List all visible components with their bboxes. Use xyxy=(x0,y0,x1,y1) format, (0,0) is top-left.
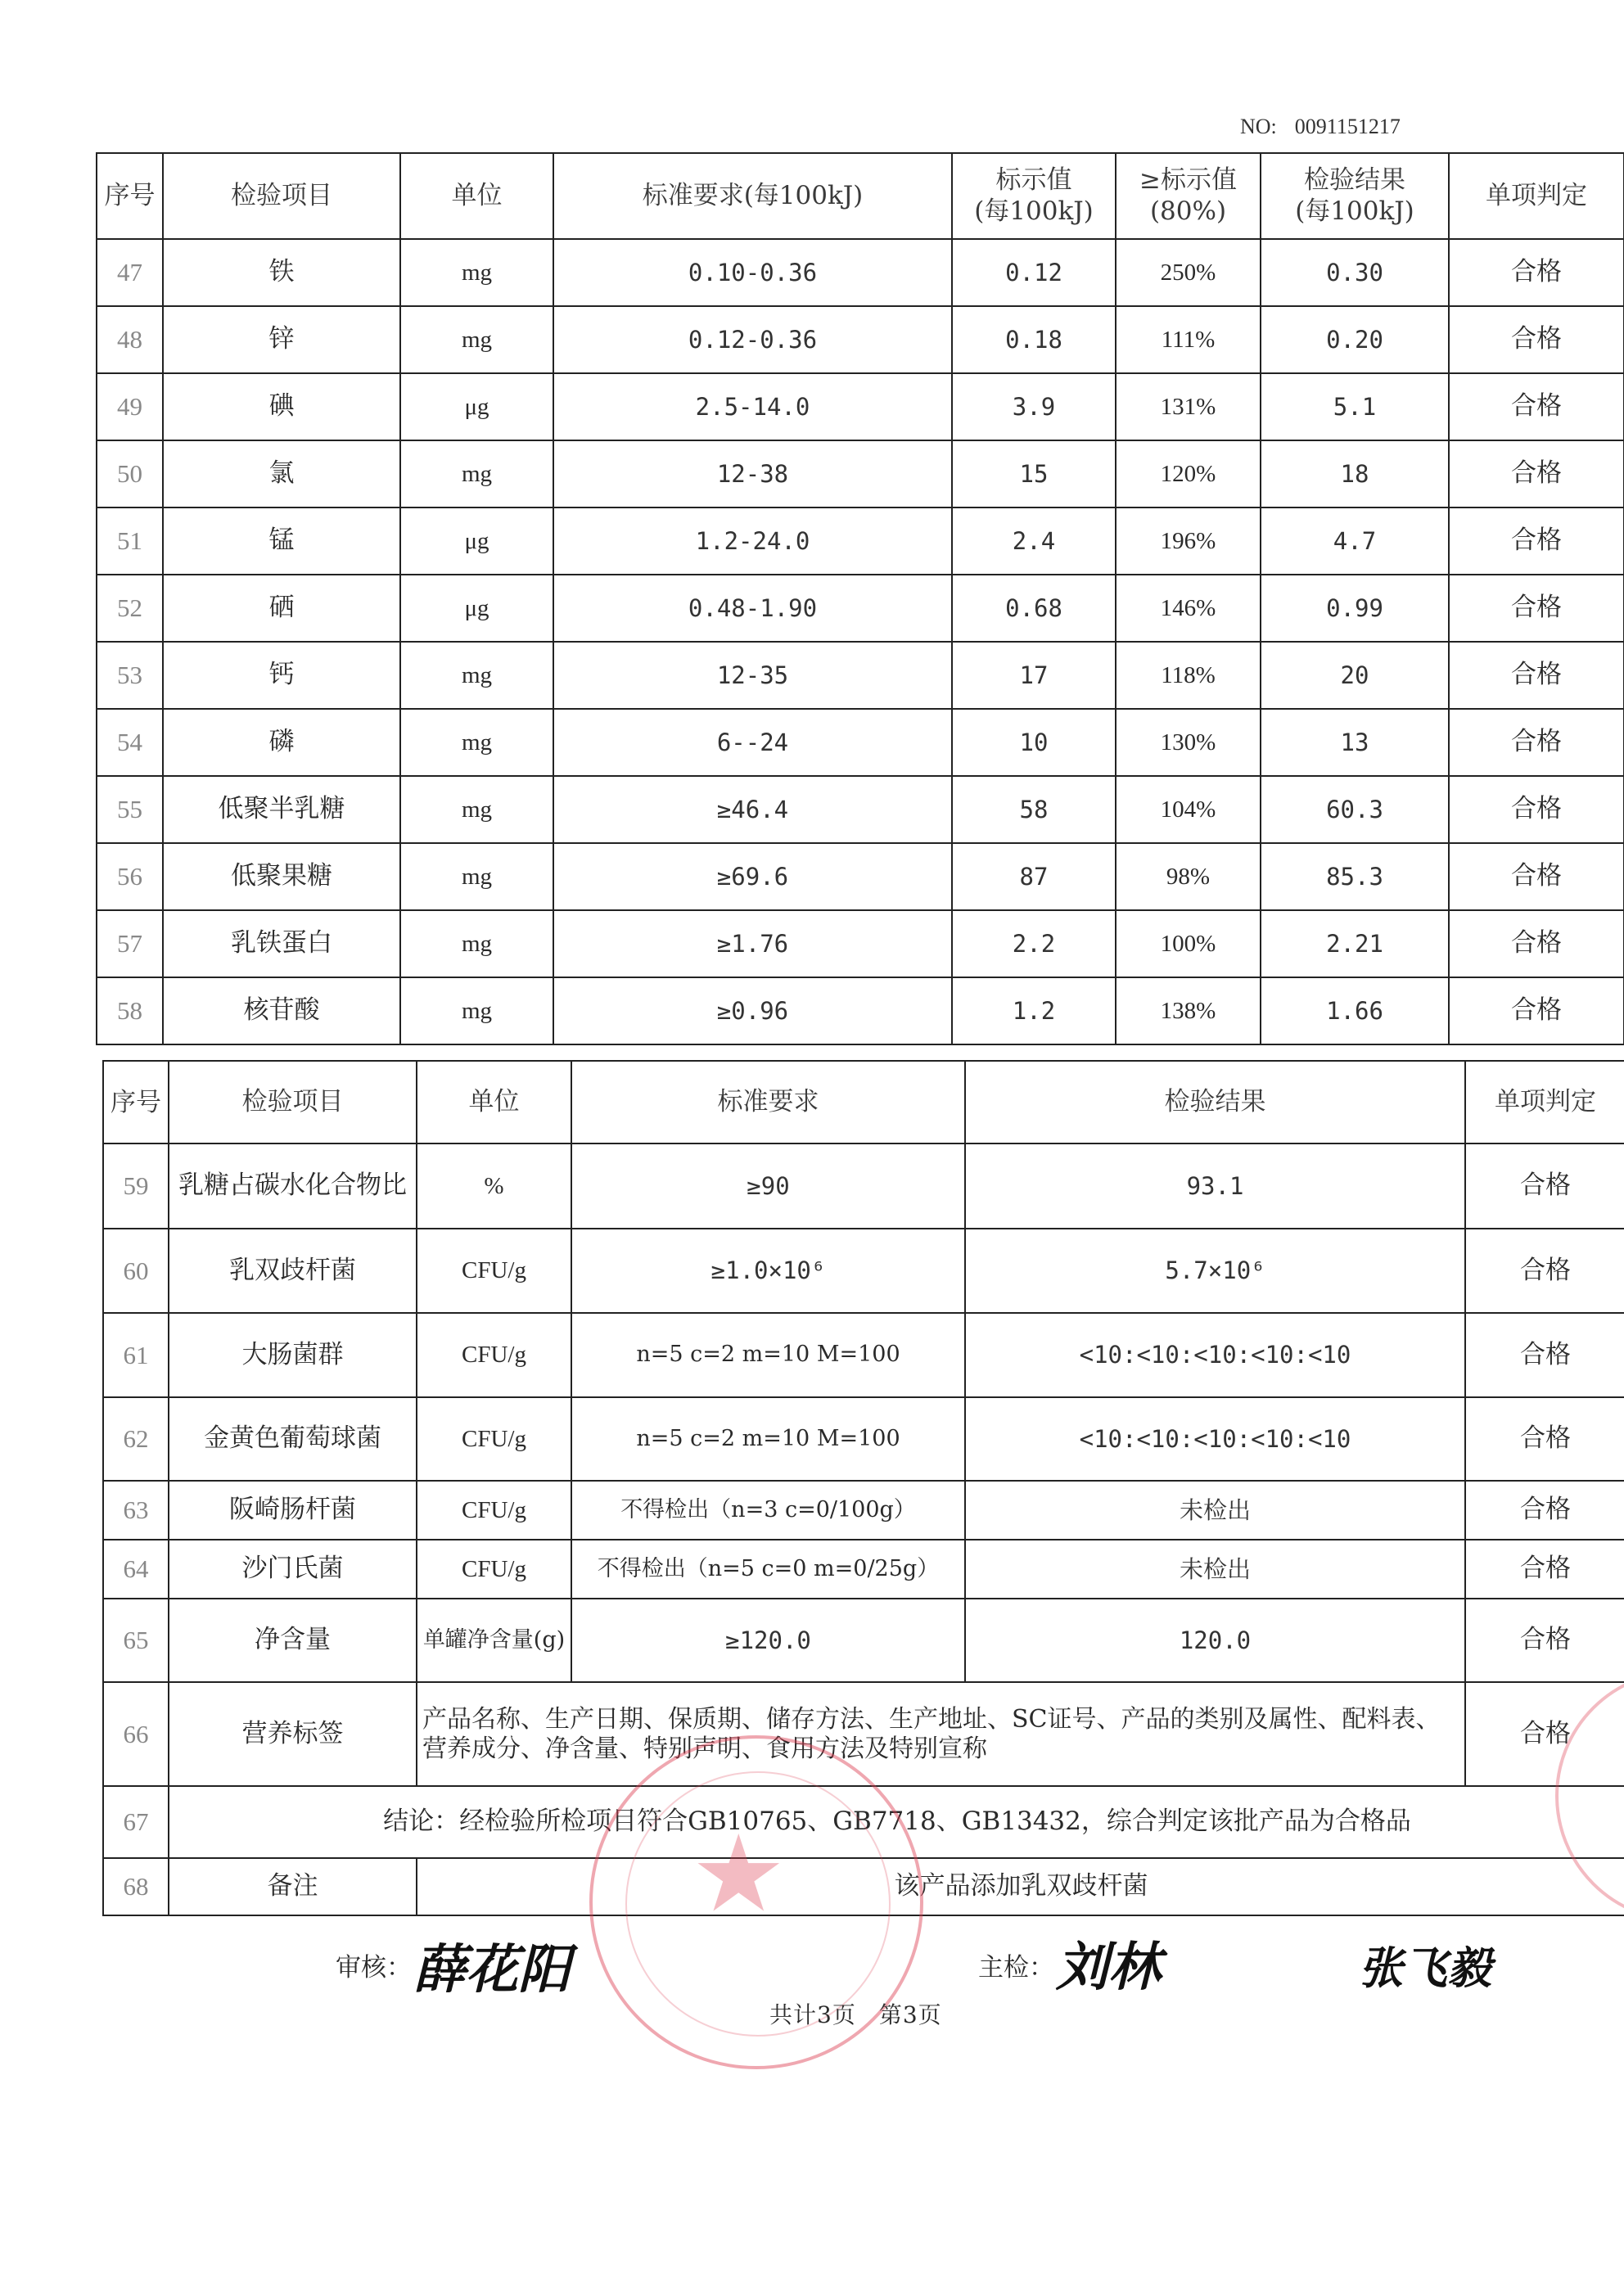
row-label-value: 0.12 xyxy=(952,239,1116,306)
row-result: 120.0 xyxy=(965,1599,1465,1682)
inspector-signature-1: 刘林 xyxy=(1056,1937,1161,1998)
row-percent: 138% xyxy=(1116,977,1261,1044)
row-label-value: 87 xyxy=(952,843,1116,910)
row-percent: 146% xyxy=(1116,575,1261,642)
row-verdict: 合格 xyxy=(1449,910,1624,977)
row-label-value: 2.4 xyxy=(952,507,1116,575)
row-item: 沙门氏菌 xyxy=(169,1540,417,1599)
row-label-value: 10 xyxy=(952,709,1116,776)
row-item: 锌 xyxy=(163,306,400,373)
row-seq: 55 xyxy=(97,776,163,843)
header-label-value: 标示值 (每100kJ) xyxy=(952,153,1116,239)
row-percent: 118% xyxy=(1116,642,1261,709)
row-result: 未检出 xyxy=(965,1481,1465,1540)
row-unit: mg xyxy=(400,776,553,843)
row-seq: 68 xyxy=(103,1858,169,1915)
row-unit: mg xyxy=(400,977,553,1044)
row-percent: 131% xyxy=(1116,373,1261,440)
table-row xyxy=(97,373,1624,440)
row-seq: 57 xyxy=(97,910,163,977)
seal-star-icon: ★ xyxy=(691,1811,787,1936)
row-standard: 0.10-0.36 xyxy=(553,239,952,306)
inspector-signature-2: 张飞毅 xyxy=(1359,1942,1491,1994)
reviewer-signature: 薛花阳 xyxy=(413,1939,571,2001)
table-row xyxy=(103,1540,1624,1599)
row-seq: 60 xyxy=(103,1229,169,1313)
row-verdict: 合格 xyxy=(1465,1599,1624,1682)
remark-label: 备注 xyxy=(169,1858,417,1915)
table-row xyxy=(97,239,1624,306)
row-item: 核苷酸 xyxy=(163,977,400,1044)
row-label-value: 1.2 xyxy=(952,977,1116,1044)
row-verdict: 合格 xyxy=(1465,1313,1624,1397)
row-label-value: 3.9 xyxy=(952,373,1116,440)
row-verdict: 合格 xyxy=(1449,306,1624,373)
row-item: 大肠菌群 xyxy=(169,1313,417,1397)
row-verdict: 合格 xyxy=(1449,575,1624,642)
row-seq: 58 xyxy=(97,977,163,1044)
label-requirements-text: 产品名称、生产日期、保质期、储存方法、生产地址、SC证号、产品的类别及属性、配料表、营养成分、净含量、特别声明、食用方法及特别宣称 xyxy=(417,1682,1465,1786)
remark-text: 该产品添加乳双歧杆菌 xyxy=(417,1858,1624,1915)
page-number: 第3页 xyxy=(878,2001,942,2028)
table-row xyxy=(103,1229,1624,1313)
row-result: 0.20 xyxy=(1261,306,1449,373)
row-verdict: 合格 xyxy=(1465,1397,1624,1481)
table-row xyxy=(97,843,1624,910)
row-verdict: 合格 xyxy=(1449,642,1624,709)
page-footer xyxy=(769,1997,942,2030)
header-percent: ≥标示值 (80%) xyxy=(1116,153,1261,239)
row-result: <10:<10:<10:<10:<10 xyxy=(965,1313,1465,1397)
row-unit: mg xyxy=(400,843,553,910)
row-percent: 250% xyxy=(1116,239,1261,306)
nutrition-label-row xyxy=(103,1682,1624,1786)
row-item: 乳双歧杆菌 xyxy=(169,1229,417,1313)
row-result: 20 xyxy=(1261,642,1449,709)
row-unit: mg xyxy=(400,910,553,977)
row-standard: 不得检出（n=3 c=0/100g） xyxy=(571,1481,965,1540)
row-unit: mg xyxy=(400,709,553,776)
row-unit: mg xyxy=(400,440,553,507)
reviewer-label: 审核： xyxy=(336,1953,412,1982)
row-label-value: 0.18 xyxy=(952,306,1116,373)
row-seq: 63 xyxy=(103,1481,169,1540)
row-standard: ≥120.0 xyxy=(571,1599,965,1682)
row-unit: μg xyxy=(400,507,553,575)
row-seq: 66 xyxy=(103,1682,169,1786)
row-label-value: 0.68 xyxy=(952,575,1116,642)
document-number-value: 0091151217 xyxy=(1294,115,1401,138)
row-verdict: 合格 xyxy=(1465,1540,1624,1599)
row-standard: 0.48-1.90 xyxy=(553,575,952,642)
row-standard: 12-38 xyxy=(553,440,952,507)
remark-row xyxy=(103,1858,1624,1915)
row-unit: CFU/g xyxy=(417,1540,571,1599)
row-item: 营养标签 xyxy=(169,1682,417,1786)
row-result: 85.3 xyxy=(1261,843,1449,910)
row-seq: 53 xyxy=(97,642,163,709)
row-result: 4.7 xyxy=(1261,507,1449,575)
row-result: 未检出 xyxy=(965,1540,1465,1599)
row-item: 乳铁蛋白 xyxy=(163,910,400,977)
row-percent: 100% xyxy=(1116,910,1261,977)
row-result: 2.21 xyxy=(1261,910,1449,977)
row-standard: 1.2-24.0 xyxy=(553,507,952,575)
row-seq: 59 xyxy=(103,1143,169,1229)
row-standard: 6--24 xyxy=(553,709,952,776)
row-percent: 98% xyxy=(1116,843,1261,910)
row-percent: 104% xyxy=(1116,776,1261,843)
row-percent: 130% xyxy=(1116,709,1261,776)
row-seq: 61 xyxy=(103,1313,169,1397)
row-seq: 64 xyxy=(103,1540,169,1599)
document-number xyxy=(1240,115,1401,139)
row-verdict: 合格 xyxy=(1465,1229,1624,1313)
row-item: 硒 xyxy=(163,575,400,642)
row-verdict: 合格 xyxy=(1449,776,1624,843)
table-row xyxy=(97,642,1624,709)
row-standard: n=5 c=2 m=10 M=100 xyxy=(571,1397,965,1481)
row-result: 5.7×10⁶ xyxy=(965,1229,1465,1313)
row-item: 金黄色葡萄球菌 xyxy=(169,1397,417,1481)
row-result: 18 xyxy=(1261,440,1449,507)
row-unit: CFU/g xyxy=(417,1229,571,1313)
row-result: 13 xyxy=(1261,709,1449,776)
row-verdict: 合格 xyxy=(1449,239,1624,306)
row-item: 锰 xyxy=(163,507,400,575)
table-row xyxy=(97,507,1624,575)
table-row xyxy=(97,440,1624,507)
row-seq: 52 xyxy=(97,575,163,642)
row-result: <10:<10:<10:<10:<10 xyxy=(965,1397,1465,1481)
table-row xyxy=(97,977,1624,1044)
row-seq: 65 xyxy=(103,1599,169,1682)
row-item: 磷 xyxy=(163,709,400,776)
header-item: 检验项目 xyxy=(169,1061,417,1143)
table-row xyxy=(97,306,1624,373)
row-unit: CFU/g xyxy=(417,1397,571,1481)
row-label-value: 17 xyxy=(952,642,1116,709)
row-label-value: 15 xyxy=(952,440,1116,507)
table-row xyxy=(103,1599,1624,1682)
header-verdict: 单项判定 xyxy=(1465,1061,1624,1143)
row-verdict: 合格 xyxy=(1449,373,1624,440)
header-seq: 序号 xyxy=(103,1061,169,1143)
row-item: 氯 xyxy=(163,440,400,507)
row-label-value: 58 xyxy=(952,776,1116,843)
header-standard: 标准要求 xyxy=(571,1061,965,1143)
row-seq: 54 xyxy=(97,709,163,776)
row-unit: μg xyxy=(400,575,553,642)
row-seq: 50 xyxy=(97,440,163,507)
header-result: 检验结果 xyxy=(965,1061,1465,1143)
nutrient-results-table xyxy=(96,152,1624,1045)
row-result: 93.1 xyxy=(965,1143,1465,1229)
document-number-label: NO: xyxy=(1240,115,1277,138)
row-percent: 120% xyxy=(1116,440,1261,507)
row-seq: 51 xyxy=(97,507,163,575)
row-verdict: 合格 xyxy=(1449,440,1624,507)
table-header-row xyxy=(97,153,1624,239)
row-standard: ≥1.76 xyxy=(553,910,952,977)
row-standard: ≥1.0×10⁶ xyxy=(571,1229,965,1313)
row-percent: 196% xyxy=(1116,507,1261,575)
row-item: 乳糖占碳水化合物比 xyxy=(169,1143,417,1229)
table-row xyxy=(103,1481,1624,1540)
table-row xyxy=(97,776,1624,843)
row-seq: 47 xyxy=(97,239,163,306)
row-standard: ≥69.6 xyxy=(553,843,952,910)
row-unit: CFU/g xyxy=(417,1481,571,1540)
row-unit: mg xyxy=(400,642,553,709)
conclusion-text: 结论：经检验所检项目符合GB10765、GB7718、GB13432，综合判定该批产品为合格品 xyxy=(169,1786,1624,1858)
row-result: 60.3 xyxy=(1261,776,1449,843)
header-unit: 单位 xyxy=(417,1061,571,1143)
row-unit: % xyxy=(417,1143,571,1229)
header-verdict: 单项判定 xyxy=(1449,153,1624,239)
row-unit: CFU/g xyxy=(417,1313,571,1397)
micro-results-table xyxy=(102,1060,1624,1916)
row-item: 阪崎肠杆菌 xyxy=(169,1481,417,1540)
row-verdict: 合格 xyxy=(1465,1143,1624,1229)
row-verdict: 合格 xyxy=(1449,507,1624,575)
row-item: 低聚半乳糖 xyxy=(163,776,400,843)
row-standard: 0.12-0.36 xyxy=(553,306,952,373)
table-row xyxy=(97,709,1624,776)
inspector-label: 主检： xyxy=(978,1953,1054,1982)
row-verdict: 合格 xyxy=(1449,709,1624,776)
table-row xyxy=(103,1397,1624,1481)
row-seq: 67 xyxy=(103,1786,169,1858)
row-unit: μg xyxy=(400,373,553,440)
row-standard: 12-35 xyxy=(553,642,952,709)
row-unit: 单罐净含量(g) xyxy=(417,1599,571,1682)
header-standard: 标准要求(每100kJ) xyxy=(553,153,952,239)
row-seq: 62 xyxy=(103,1397,169,1481)
row-verdict: 合格 xyxy=(1465,1481,1624,1540)
row-seq: 56 xyxy=(97,843,163,910)
table-row xyxy=(97,575,1624,642)
row-label-value: 2.2 xyxy=(952,910,1116,977)
row-verdict: 合格 xyxy=(1449,843,1624,910)
row-unit: mg xyxy=(400,306,553,373)
row-item: 碘 xyxy=(163,373,400,440)
row-standard: ≥0.96 xyxy=(553,977,952,1044)
row-item: 钙 xyxy=(163,642,400,709)
row-standard: ≥46.4 xyxy=(553,776,952,843)
row-seq: 49 xyxy=(97,373,163,440)
row-verdict: 合格 xyxy=(1449,977,1624,1044)
row-seq: 48 xyxy=(97,306,163,373)
header-item: 检验项目 xyxy=(163,153,400,239)
header-seq: 序号 xyxy=(97,153,163,239)
table-header-row xyxy=(103,1061,1624,1143)
header-result: 检验结果 (每100kJ) xyxy=(1261,153,1449,239)
row-result: 1.66 xyxy=(1261,977,1449,1044)
table-row xyxy=(97,910,1624,977)
row-result: 0.99 xyxy=(1261,575,1449,642)
row-result: 0.30 xyxy=(1261,239,1449,306)
table-row xyxy=(103,1313,1624,1397)
header-unit: 单位 xyxy=(400,153,553,239)
row-standard: n=5 c=2 m=10 M=100 xyxy=(571,1313,965,1397)
row-standard: 不得检出（n=5 c=0 m=0/25g） xyxy=(571,1540,965,1599)
conclusion-row xyxy=(103,1786,1624,1858)
row-standard: 2.5-14.0 xyxy=(553,373,952,440)
table-row xyxy=(103,1143,1624,1229)
page-total: 共计3页 xyxy=(769,2001,856,2028)
row-verdict: 合格 xyxy=(1465,1682,1624,1786)
row-standard: ≥90 xyxy=(571,1143,965,1229)
row-percent: 111% xyxy=(1116,306,1261,373)
row-unit: mg xyxy=(400,239,553,306)
row-item: 铁 xyxy=(163,239,400,306)
row-item: 净含量 xyxy=(169,1599,417,1682)
row-item: 低聚果糖 xyxy=(163,843,400,910)
row-result: 5.1 xyxy=(1261,373,1449,440)
